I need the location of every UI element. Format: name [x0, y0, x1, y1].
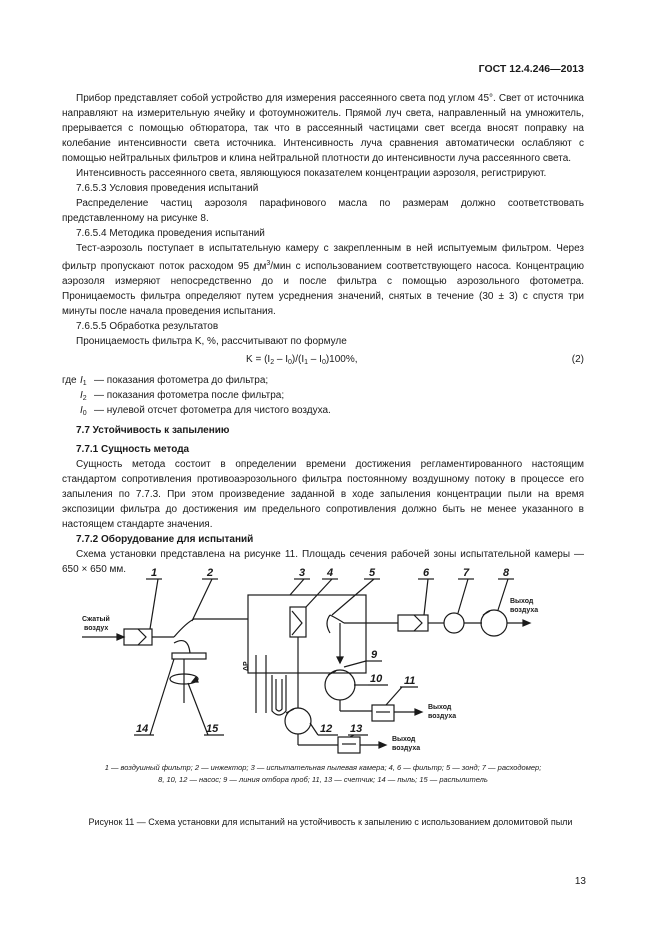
outlet-label: Выход [428, 704, 452, 711]
outlet-arrow [415, 709, 422, 715]
paragraph: Схема установки представлена на рисунке 11. Площадь сечения рабочей зоны испытательной камеры — 650 × 650 мм. [62, 549, 584, 575]
u-tube-inner [276, 679, 282, 711]
inlet-label: воздух [84, 625, 109, 632]
section-heading: 7.6.5.3 Условия проведения испытаний [76, 183, 259, 194]
label-3: 3 [299, 567, 306, 579]
leader-line [290, 579, 304, 595]
outlet-label: Выход [510, 598, 534, 605]
label-4: 4 [327, 567, 334, 579]
superscript: 3 [266, 260, 271, 267]
probe [330, 615, 344, 623]
label-7: 7 [463, 567, 470, 579]
leader-line [310, 723, 318, 735]
leader-line [150, 659, 174, 735]
flowmeter [444, 613, 464, 633]
counter-11 [372, 705, 394, 721]
formula [62, 349, 584, 371]
leader-line [332, 579, 374, 615]
u-tube [272, 675, 286, 715]
pump-mark [483, 611, 490, 615]
definition-text: — показания фотометра после фильтра; [94, 390, 285, 401]
leader-line [498, 579, 508, 610]
test-setup-diagram [62, 563, 602, 763]
leader-line [458, 579, 468, 613]
definition-row [62, 403, 584, 418]
leader-line [386, 687, 402, 705]
definition-row [62, 388, 584, 403]
leader-line [424, 579, 428, 615]
filter-mark [292, 611, 302, 635]
outlet-arrow [523, 620, 530, 626]
label-14: 14 [136, 723, 149, 735]
outlet-label: Выход [392, 736, 416, 743]
definition-symbol: $I_0$ [80, 405, 87, 417]
filter-6 [398, 615, 428, 631]
outlet-label: воздуха [510, 607, 539, 614]
label-9: 9 [371, 649, 378, 661]
paragraph: Прибор представляет собой устройство для измерения рассеянного света под углом 45°. Свет от источника направляют на измерительную ячейку и фотоумножитель. Прямой луч света, направленный на умножитель, прерывается с помощью обтюратора, так что в рассеянный частицами свет всегда вносят поправку на колебание интенсивности света источника. Интенсивность луча сравнения автоматически ослабляют с помощью нейтральных фильтров и клина нейтральной плотности до интенсивности луча рассеянного света. [62, 93, 584, 164]
air-filter [124, 629, 152, 645]
section-heading: 7.6.5.5 Обработка результатов [76, 321, 219, 332]
filter-mark [414, 615, 422, 631]
figure-caption: Рисунок 11 — Схема установки для испытаний на устойчивость к запылению с использованием доломитовой пыли [88, 817, 573, 827]
formula-expression: $K = (I_2 - I_0)/(I_1 - I_0)100\%$, [246, 354, 358, 366]
dust-tray [172, 653, 206, 659]
label-10: 10 [370, 673, 383, 685]
definition-text: — нулевой отсчет фотометра для чистого воздуха. [94, 405, 331, 416]
label-11: 11 [404, 675, 416, 687]
injector-pipe [174, 641, 190, 653]
counter-13 [338, 737, 360, 753]
paragraph-part: Тест-аэрозоль поступает в испытательную камеру с закрепленным в ней испытуемым фильтром. Через фильтр пропускают поток расходом 95 дм [62, 243, 584, 272]
filter-mark [138, 629, 146, 645]
section-heading: 7.7.2 Оборудование для испытаний [76, 534, 254, 545]
probe [327, 615, 330, 633]
outlet-arrow [379, 742, 386, 748]
paragraph [62, 241, 584, 319]
formula-number: (2) [571, 354, 584, 365]
label-1: 1 [151, 567, 158, 579]
outlet-label: воздуха [392, 745, 421, 752]
paragraph: Сущность метода состоит в определении времени достижения регламентированного настоящим стандартом сопротивления противоаэрозольного фильтра постоянному воздушному потоку в процессе его запыления по 7.7.3. При этом произведение заданной в ходе запыления концентрации пыли на время экспозиции фильтра до достижения им предельного сопротивления должно быть не менее указанного в настоящем стандарте значения. [62, 459, 584, 530]
section-heading: 7.6.5.4 Методика проведения испытаний [76, 228, 265, 239]
leader-line [306, 579, 332, 607]
definition-symbol: $I_1$ [80, 375, 87, 387]
leader-line [344, 661, 366, 667]
section-heading: 7.7.1 Сущность метода [76, 444, 190, 455]
legend-line: 8, 10, 12 — насос; 9 — линия отбора проб; 11, 13 — счетчик; 14 — пыль; 15 — распылитель [158, 775, 488, 784]
definition-row [62, 373, 584, 388]
definition-symbol: $I_2$ [80, 390, 87, 402]
legend-line: 1 — воздушный фильтр; 2 — инжектор; 3 — испытательная пылевая камера; 4, 6 — фильтр; 5 — зонд; 7 — расходомер; [104, 763, 542, 772]
label-8: 8 [503, 567, 510, 579]
inlet-label: Сжатый [82, 616, 110, 623]
paragraph: Распределение частиц аэрозоля парафинового масла по размерам должно соответствовать представленному на рисунке 8. [62, 198, 584, 224]
definition-text: — показания фотометра до фильтра; [94, 375, 269, 386]
paragraph-part: /мин с использованием соответствующего насоса. Концентрацию аэрозоля измеряют непосредственно до и после фильтра с помощью аэрозольного фотометра. Проницаемость фильтра определяют путем усреднения значений, снятых в течение (30 ± 3) с спустя три минуты после начала проведения испытания. [62, 261, 584, 317]
leader-line [150, 579, 158, 629]
label-13: 13 [350, 723, 363, 735]
label-6: 6 [423, 567, 430, 579]
pressure-label: ΔP [243, 661, 250, 671]
figure-legend [62, 762, 584, 786]
label-15: 15 [206, 723, 219, 735]
section-heading: 7.7 Устойчивость к запылению [76, 425, 230, 436]
outlet-label: воздуха [428, 713, 457, 720]
label-12: 12 [320, 723, 333, 735]
label-5: 5 [369, 567, 376, 579]
body-text [62, 91, 584, 577]
sample-arrow [337, 657, 343, 663]
injector-pipe [174, 619, 248, 637]
leader-line [192, 579, 212, 621]
paragraph: Интенсивность рассеянного света, являющуюся показателем концентрации аэрозоля, регистрируют. [76, 168, 547, 179]
formula-definitions [62, 373, 584, 418]
page-number: 13 [574, 876, 586, 887]
paragraph: Проницаемость фильтра K, %, рассчитывают по формуле [76, 336, 347, 347]
where-word: где [62, 375, 77, 386]
label-2: 2 [207, 567, 214, 579]
inlet-arrow [117, 634, 124, 640]
leader-line [188, 683, 208, 735]
standard-header: ГОСТ 12.4.246—2013 [478, 63, 584, 75]
pump-mark [286, 709, 294, 713]
